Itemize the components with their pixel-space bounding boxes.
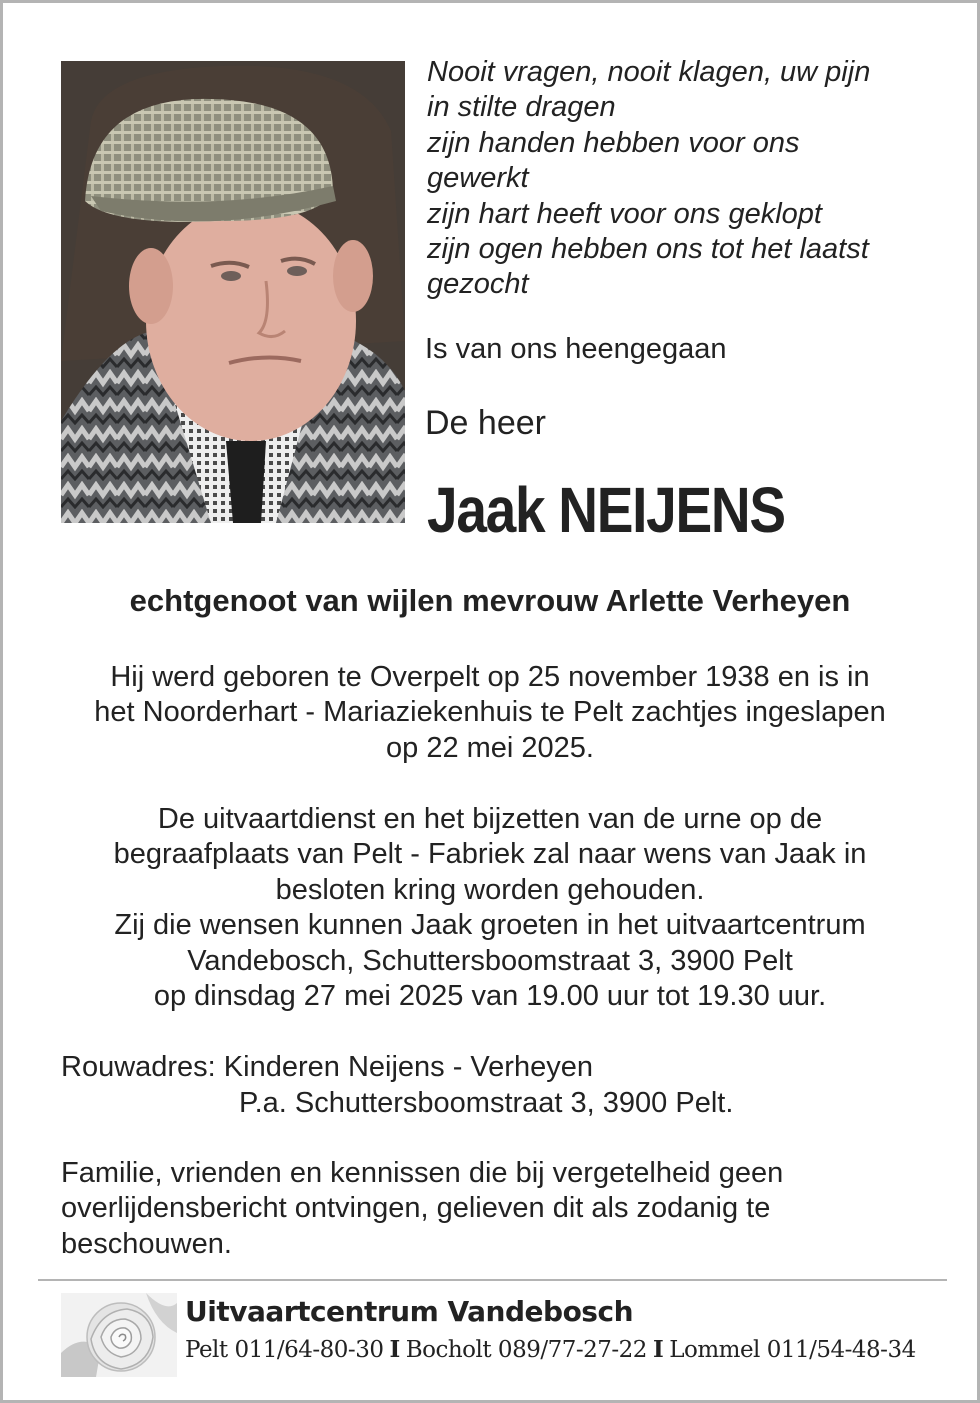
rose-logo-icon <box>61 1293 177 1377</box>
contact-lommel: Lommel 011/54-48-34 <box>669 1337 916 1363</box>
notice-line: beschouwen. <box>61 1227 232 1260</box>
paragraph-line: begraafplaats van Pelt - Fabriek zal naar wens van Jaak in <box>113 838 867 871</box>
contact-pelt: Pelt 011/64-80-30 <box>185 1337 384 1363</box>
mourning-address <box>61 1049 733 1121</box>
contact-separator: I <box>389 1336 400 1363</box>
poem-line: zijn handen hebben voor ons <box>427 126 800 159</box>
paragraph-line: op dinsdag 27 mei 2025 van 19.00 uur tot 19.30 uur. <box>153 980 827 1013</box>
paragraph-line: op 22 mei 2025. <box>386 731 594 764</box>
memorial-poem <box>427 55 947 303</box>
spouse-line: echtgenoot van wijlen mevrouw Arlette Verheyen <box>129 583 851 618</box>
honorific-title: De heer <box>425 404 546 442</box>
paragraph-line: besloten kring worden gehouden. <box>275 873 705 906</box>
contact-separator: I <box>652 1336 664 1363</box>
paragraph-line: het Noorderhart - Mariaziekenhuis te Pelt zachtjes ingeslapen <box>94 696 886 729</box>
notification-notice <box>61 1156 941 1262</box>
poem-line: in stilte dragen <box>427 91 616 124</box>
deceased-name: Jaak NEIJENS <box>427 474 785 546</box>
paragraph-line: De uitvaartdienst en het bijzetten van de urne op de <box>157 803 823 835</box>
notice-line: overlijdensbericht ontvingen, gelieven dit als zodanig te <box>61 1192 771 1225</box>
funeral-home-contacts <box>185 1336 916 1363</box>
poem-line: gewerkt <box>427 162 529 195</box>
birth-paragraph <box>43 660 937 766</box>
poem-line: zijn hart heeft voor ons geklopt <box>427 197 822 230</box>
footer-divider <box>38 1279 947 1281</box>
service-paragraph <box>43 802 937 1014</box>
mourning-address-line: Rouwadres: Kinderen Neijens - Verheyen <box>61 1051 593 1083</box>
poem-line: zijn ogen hebben ons tot het laatst <box>427 233 869 266</box>
paragraph-line: Vandebosch, Schuttersboomstraat 3, 3900 Pelt <box>187 944 793 977</box>
notice-line: Familie, vrienden en kennissen die bij vergetelheid geen <box>61 1157 784 1189</box>
poem-line: gezocht <box>427 268 529 301</box>
portrait-photo <box>61 61 405 523</box>
paragraph-line: Hij werd geboren te Overpelt op 25 november 1938 en is in <box>110 661 870 693</box>
mourning-address-street: P.a. Schuttersboomstraat 3, 3900 Pelt. <box>239 1087 734 1119</box>
poem-line: Nooit vragen, nooit klagen, uw pijn <box>427 56 871 88</box>
funeral-home-name: Uitvaartcentrum Vandebosch <box>185 1295 634 1328</box>
contact-bocholt: Bocholt 089/77-27-22 <box>405 1337 647 1363</box>
passing-intro: Is van ons heengegaan <box>425 333 727 365</box>
paragraph-line: Zij die wensen kunnen Jaak groeten in het uitvaartcentrum <box>114 909 866 942</box>
